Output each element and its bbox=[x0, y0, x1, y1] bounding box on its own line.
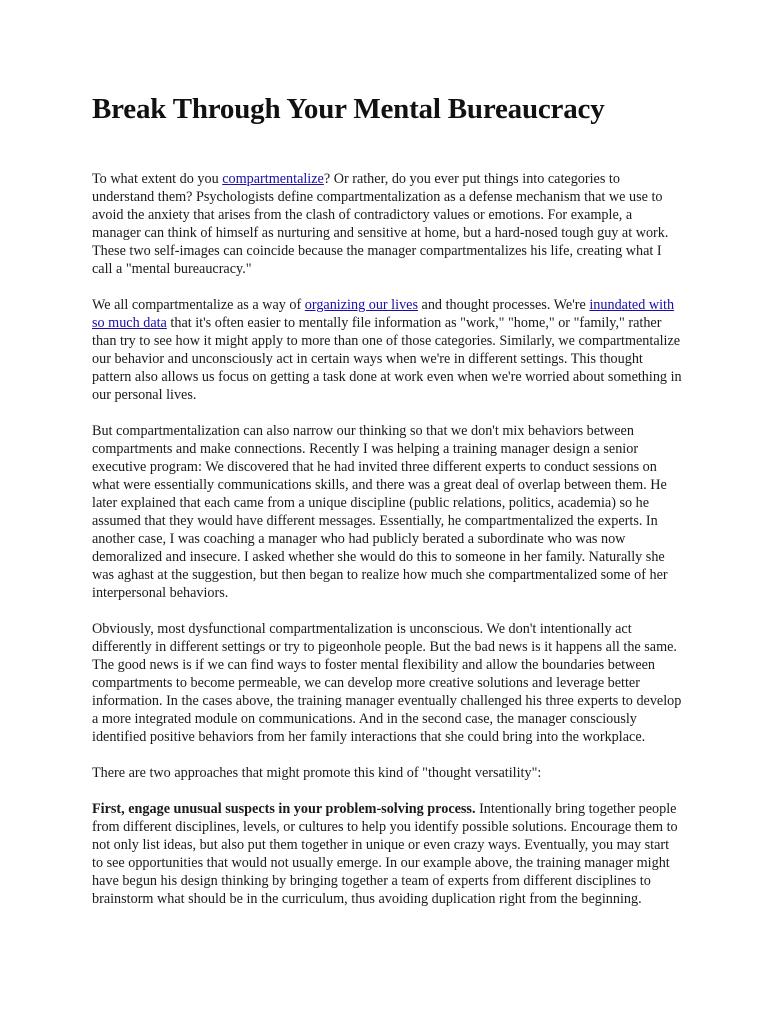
paragraph-2 bbox=[92, 296, 682, 404]
paragraph-6 bbox=[92, 800, 682, 908]
approach-heading: First, engage unusual suspects in your problem-solving process. bbox=[92, 801, 476, 817]
article-title: Break Through Your Mental Bureaucracy bbox=[92, 93, 605, 125]
paragraph-text: ? Or rather, do you ever put things into categories to understand them? Psychologists define compartmentalization as a defense mechanism that we use to avoid the anxiety that arises from the clash of contradictory values or emotions. For example, a manager can think of himself as nurturing and sensitive at home, but a hard-nosed tough guy at work. These two self-images can coincide because the manager compartmentalizes his life, creating what I call a "mental bureaucracy." bbox=[92, 171, 669, 277]
paragraph-1 bbox=[92, 170, 682, 278]
paragraph-4: Obviously, most dysfunctional compartmentalization is unconscious. We don't intentionally act differently in different settings or try to pigeonhole people. But the bad news is it happens all the same. The good news is if we can find ways to foster mental flexibility and allow the boundaries between compartments to become permeable, we can develop more creative solutions and leverage better information. In the cases above, the training manager eventually challenged his three experts to develop a more integrated module on communications. And in the second case, the manager consciously identified positive behaviors from her family interactions that she could bring into the workplace. bbox=[92, 621, 682, 745]
paragraph-5: There are two approaches that might promote this kind of "thought versatility": bbox=[92, 765, 542, 781]
paragraph-text: that it's often easier to mentally file information as "work," "home," or "family," rather than try to see how it might apply to more than one of those categories. Similarly, we compartmentalize our behavior and unconsciously act in certain ways when we're in different settings. This thought pattern also allows us focus on getting a task done at work even when we're worried about something in our personal lives. bbox=[92, 315, 682, 403]
paragraph-text: To what extent do you bbox=[92, 171, 223, 187]
paragraph-text: and thought processes. We're bbox=[417, 297, 590, 313]
paragraph-text: Intentionally bring together people from different disciplines, levels, or cultures to help you identify possible solutions. Encourage them to not only list ideas, but also put them together in unique or even crazy ways. Eventually, you may start to see opportunities that would not usually emerge. In our example above, the training manager might have begun his design thinking by bringing together a team of experts from different disciplines to brainstorm what should be in the curriculum, thus avoiding duplication right from the beginning. bbox=[92, 801, 678, 907]
link-compartmentalize[interactable]: compartmentalize bbox=[222, 171, 324, 187]
link-inundated-with-data[interactable]: inundated with so much data bbox=[92, 297, 675, 331]
link-organizing-our-lives[interactable]: organizing our lives bbox=[304, 297, 418, 313]
paragraph-text: We all compartmentalize as a way of bbox=[92, 297, 305, 313]
paragraph-3: But compartmentalization can also narrow our thinking so that we don't mix behaviors between compartments and make connections. Recently I was helping a training manager design a senior executive program: We discovered that he had invited three different experts to conduct sessions on what were essentially communications skills, and there was a great deal of overlap between them. He later explained that each came from a unique discipline (public relations, politics, academia) so he assumed that they would have different messages. Essentially, he compartmentalized the experts. In another case, I was coaching a manager who had publicly berated a subordinate who was now demoralized and insecure. I asked whether she would do this to someone in her family. Naturally she was aghast at the suggestion, but then began to realize how much she compartmentalized some of her interpersonal behaviors. bbox=[92, 423, 668, 601]
article bbox=[92, 90, 682, 926]
